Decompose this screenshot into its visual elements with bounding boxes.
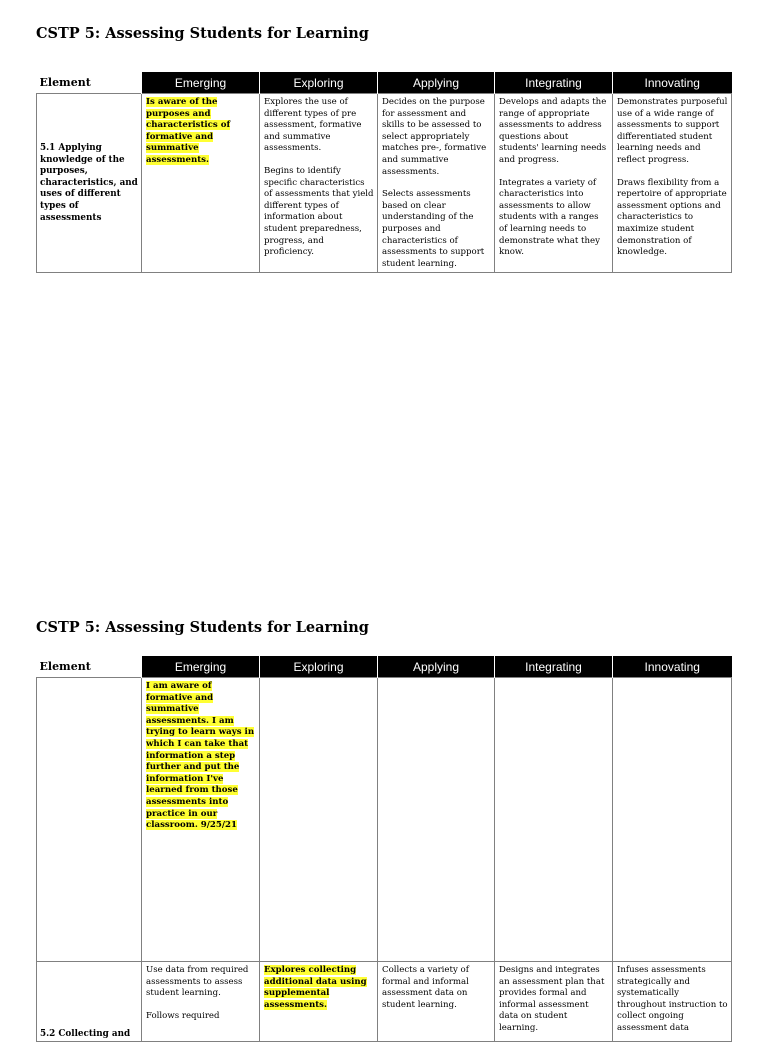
cell-paragraph: Selects assessments based on clear understanding of the purposes and characteristics of assessments to support student learning.	[382, 189, 485, 269]
highlighted-text: Is aware of the purposes and characteristics of formative and summative assessments.	[146, 97, 231, 165]
header-emerging: Emerging	[142, 72, 260, 94]
cell-paragraph: Draws flexibility from a repertoire of appropriate assessment options and characteristics to maximize student demonstration of knowledge.	[617, 177, 727, 258]
header-innovating: Innovating	[613, 72, 732, 94]
integrating-cell	[495, 962, 613, 1042]
innovating-cell	[613, 678, 732, 962]
integrating-cell	[495, 94, 613, 273]
innovating-cell	[613, 962, 732, 1042]
header-emerging: Emerging	[142, 656, 260, 678]
applying-cell	[378, 94, 495, 273]
cell-paragraph: Use data from required assessments to assess student learning.	[146, 965, 249, 999]
exploring-cell	[260, 678, 378, 962]
emerging-cell	[142, 94, 260, 273]
cell-paragraph: Collects a variety of formal and informal assessment data on student learning.	[382, 965, 469, 1010]
header-element: Element	[37, 72, 142, 94]
applying-cell	[378, 962, 495, 1042]
innovating-cell	[613, 94, 732, 273]
cell-paragraph: Explores the use of different types of pre assessment, formative and summative assessments.	[264, 97, 362, 154]
header-applying: Applying	[378, 656, 495, 678]
table-row	[37, 962, 732, 1042]
highlighted-text: Explores collecting additional data using supplemental assessments.	[264, 965, 367, 1010]
header-applying: Applying	[378, 72, 495, 94]
element-cell: 5.2 Collecting and	[37, 962, 142, 1042]
cell-paragraph: Integrates a variety of characteristics into assessments to allow students with a ranges of learning needs to demonstrate what they know.	[499, 177, 600, 258]
header-row	[37, 72, 732, 94]
cell-paragraph: Follows required	[146, 1010, 220, 1021]
exploring-cell	[260, 962, 378, 1042]
cell-paragraph: Demonstrates purposeful use of a wide range of assessments to support differentiated student learning needs and reflect progress.	[617, 97, 728, 165]
header-row	[37, 656, 732, 678]
page-title: CSTP 5: Assessing Students for Learning	[36, 25, 369, 42]
emerging-cell	[142, 962, 260, 1042]
header-innovating: Innovating	[613, 656, 732, 678]
header-exploring: Exploring	[260, 72, 378, 94]
cell-paragraph: Infuses assessments strategically and systematically throughout instruction to collect ongoing assessment data	[617, 965, 728, 1033]
table-row	[37, 678, 732, 962]
emerging-cell	[142, 678, 260, 962]
element-cell: 5.1 Applying knowledge of the purposes, characteristics, and uses of different types of assessments	[37, 94, 142, 273]
header-element: Element	[37, 656, 142, 678]
exploring-cell	[260, 94, 378, 273]
header-integrating: Integrating	[495, 656, 613, 678]
header-exploring: Exploring	[260, 656, 378, 678]
cell-paragraph: Begins to identify specific characteristics of assessments that yield different types of information about student preparedness, progress, and proficiency.	[264, 165, 374, 258]
applying-cell	[378, 678, 495, 962]
element-cell	[37, 678, 142, 962]
cell-paragraph: Designs and integrates an assessment plan that provides formal and informal assessment data on student learning.	[499, 965, 605, 1033]
integrating-cell	[495, 678, 613, 962]
highlighted-text: I am aware of formative and summative assessments. I am trying to learn ways in which I can take that information a step further and put the information I've learned from those assessments into practice in our classroom. 9/25/21	[146, 681, 255, 831]
cell-paragraph: Develops and adapts the range of appropriate assessments to address questions about students' learning needs and progress.	[499, 97, 607, 165]
rubric-table	[36, 656, 732, 1042]
rubric-table	[36, 72, 732, 273]
header-integrating: Integrating	[495, 72, 613, 94]
cell-paragraph: Decides on the purpose for assessment and skills to be assessed to select appropriately matches pre-, formative and summative assessments.	[382, 97, 487, 177]
page-title: CSTP 5: Assessing Students for Learning	[36, 619, 369, 636]
table-row	[37, 94, 732, 273]
